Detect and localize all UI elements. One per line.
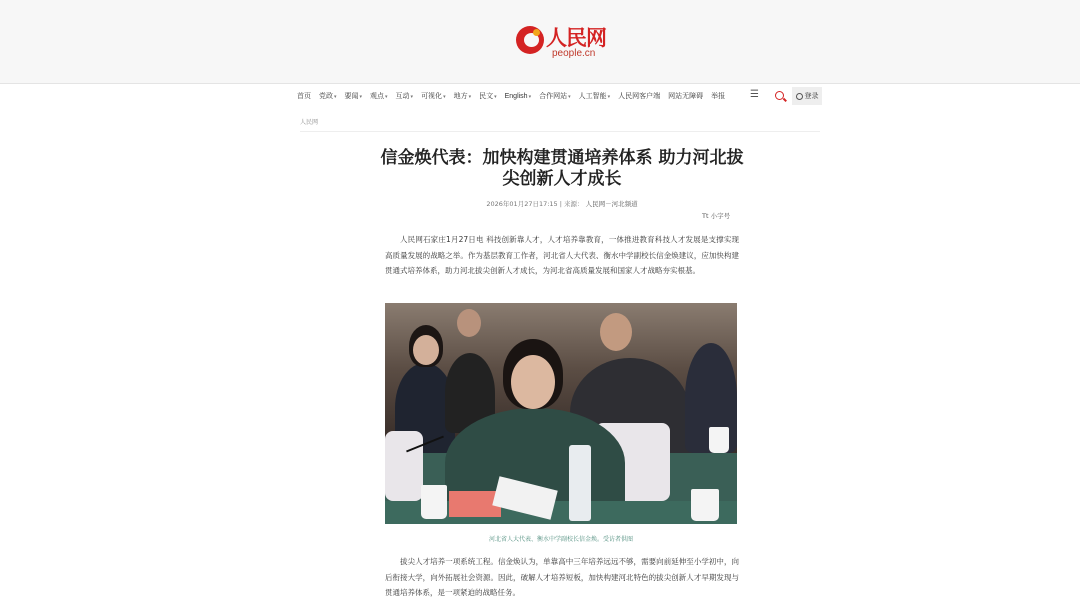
chevron-down-icon: ▾ <box>568 94 571 100</box>
nav-item-label: English <box>504 92 528 100</box>
nav-item[interactable] <box>668 91 703 101</box>
article-paragraph-2: 拔尖人才培养一项系统工程。信金焕认为，单靠高中三年培养远远不够，需要向前延伸至小学初中，向后衔接大学，向外拓展社会资源。因此，破解人才培养短板，加快构建河北特色的拔尖创新人才早期发现与贯通培养体系，是一项紧迫的战略任务。 <box>385 557 739 597</box>
people-logo-icon <box>516 26 544 54</box>
photo-cup <box>691 489 719 521</box>
logo-name: 人民网 <box>546 25 606 50</box>
chevron-down-icon: ▾ <box>528 93 532 100</box>
photo-caption: 河北省人大代表、衡水中学副校长信金焕。受访者供图 <box>488 536 633 543</box>
chevron-down-icon: ▾ <box>410 94 414 100</box>
chevron-down-icon: ▾ <box>494 94 497 100</box>
article-source[interactable]: 人民网－河北频道 <box>585 200 638 208</box>
divider <box>300 131 820 132</box>
nav-item[interactable] <box>396 91 414 101</box>
nav-item[interactable] <box>297 91 311 101</box>
nav-item-label: 互动 <box>395 93 410 100</box>
nav-item-label: 要闻 <box>344 93 359 100</box>
nav-item-label: 人工智能 <box>578 93 607 100</box>
search-icon[interactable] <box>775 91 784 100</box>
chevron-down-icon: ▾ <box>385 94 388 100</box>
article-title: 信金焕代表：加快构建贯通培养体系 助力河北拔尖创新人才成长 <box>380 148 744 189</box>
logo-domain: people.cn <box>552 48 596 59</box>
photo-cup <box>709 427 729 453</box>
nav-item-label: 地方 <box>453 93 468 100</box>
login-button[interactable] <box>792 87 822 105</box>
main-nav <box>0 85 1080 107</box>
nav-item-label: 人民网客户端 <box>618 93 661 100</box>
article-date: 2026年01月27日17:15 <box>486 200 558 208</box>
nav-item[interactable] <box>421 91 446 101</box>
font-size-toggle[interactable]: Tt 小字号 <box>702 212 731 220</box>
nav-item-label: 网站无障碍 <box>668 93 704 100</box>
photo-speaker-face <box>511 355 555 409</box>
photo-person-face <box>413 335 439 365</box>
nav-item-label: 合作网站 <box>539 93 568 100</box>
article-photo <box>385 303 737 524</box>
nav-item[interactable] <box>319 91 337 101</box>
nav-item-label: 举报 <box>711 93 726 100</box>
meta-separator: | <box>559 200 565 208</box>
photo-person-face <box>600 313 632 351</box>
article-meta <box>385 199 739 208</box>
chevron-down-icon: ▾ <box>359 94 363 100</box>
nav-item[interactable] <box>618 91 660 101</box>
site-logo[interactable] <box>516 22 608 62</box>
site-header <box>0 0 1080 84</box>
nav-item[interactable] <box>370 91 388 101</box>
chevron-down-icon: ▾ <box>334 94 337 100</box>
article-paragraph-1: 人民网石家庄1月27日电 科技创新靠人才，人才培养靠教育，一体推进教育科技人才发展是支撑实现高质量发展的战略之举。作为基层教育工作者，河北省人大代表、衡水中学副校长信金焕建议，应加快构建贯通式培养体系，助力河北拔尖创新人才成长，为河北省高质量发展和国家人才战略夯实根基。 <box>385 235 739 275</box>
nav-item[interactable] <box>539 91 571 101</box>
nav-item[interactable] <box>505 93 531 100</box>
nav-item[interactable] <box>579 91 611 101</box>
login-label: 登录 <box>804 92 819 100</box>
chevron-down-icon: ▾ <box>443 94 446 100</box>
nav-items <box>297 85 733 107</box>
nav-item-label: 民文 <box>479 93 494 100</box>
chevron-down-icon: ▾ <box>607 94 611 100</box>
nav-item-label: 党政 <box>319 93 333 100</box>
photo-cup <box>421 485 447 519</box>
nav-item[interactable] <box>711 91 725 101</box>
user-icon <box>796 93 803 100</box>
nav-item[interactable] <box>345 91 363 101</box>
nav-item-label: 首页 <box>297 93 311 100</box>
nav-item[interactable] <box>454 91 472 101</box>
nav-item-label: 可视化 <box>421 93 443 100</box>
source-label: 来源： <box>564 200 584 208</box>
photo-person-face <box>457 309 481 337</box>
nav-item-label: 观点 <box>370 93 385 100</box>
photo-thermos <box>569 445 591 521</box>
chevron-down-icon: ▾ <box>468 94 472 100</box>
photo-chair <box>385 431 423 501</box>
hamburger-icon[interactable]: ☰ <box>750 89 759 100</box>
nav-item[interactable] <box>479 91 497 101</box>
breadcrumb[interactable]: 人民网 <box>300 119 319 126</box>
